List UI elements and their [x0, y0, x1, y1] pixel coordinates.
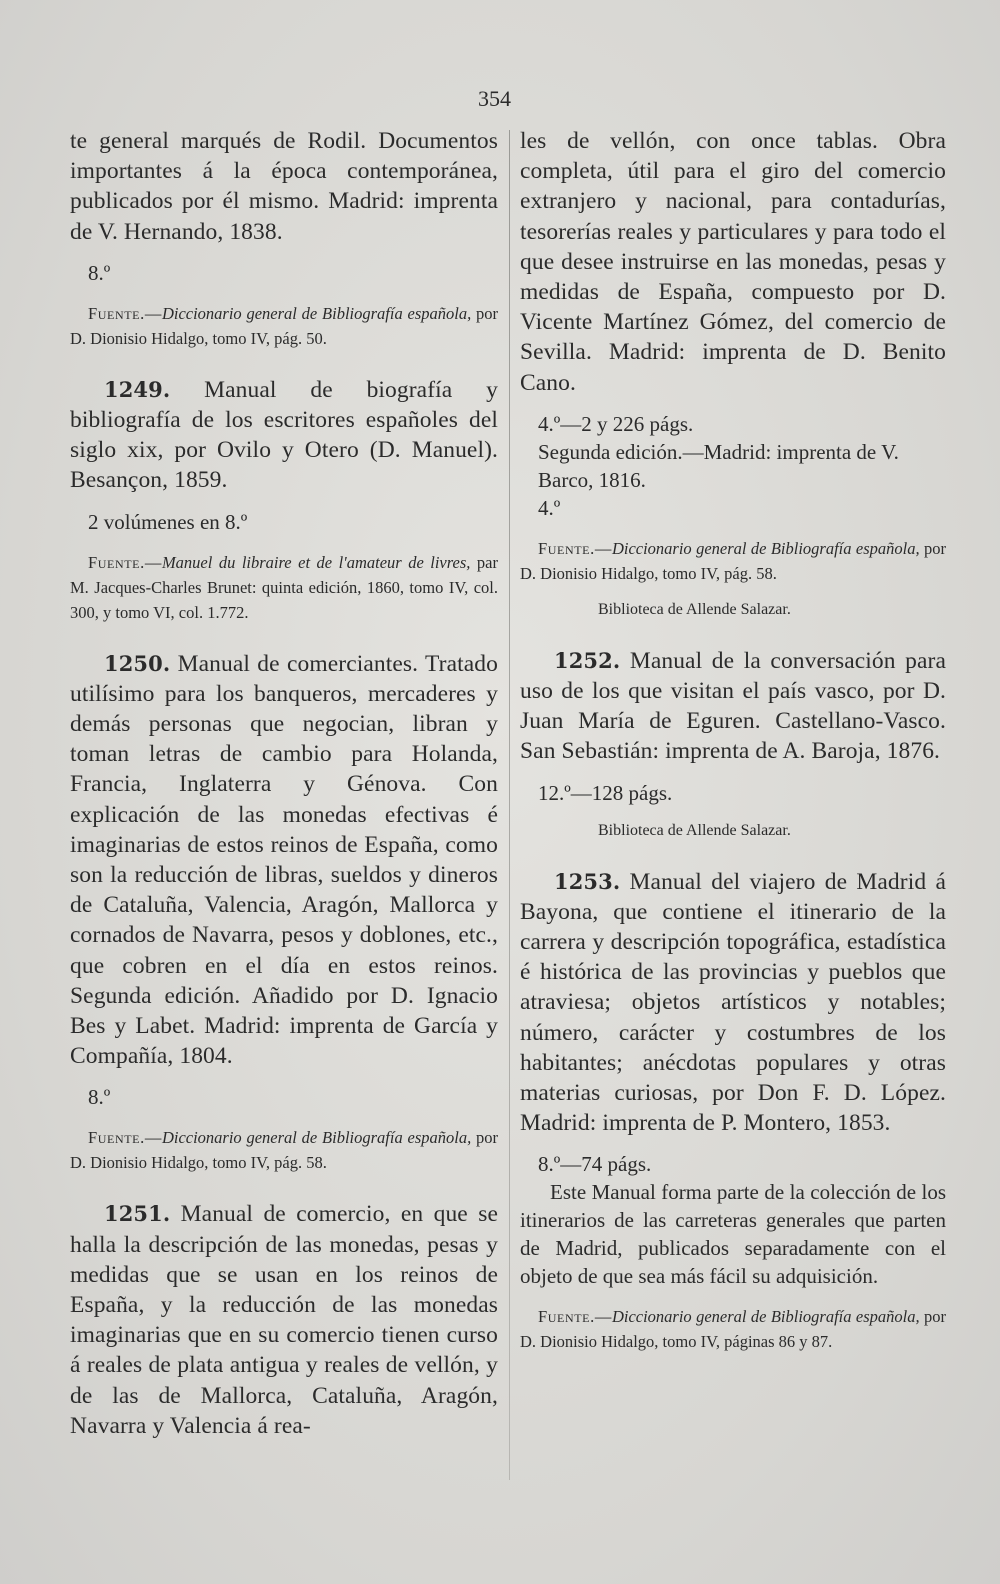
entry-text	[70, 375, 498, 496]
entry-1250	[70, 649, 498, 1176]
source-label: Fuente.—	[538, 538, 612, 558]
entry-1251	[70, 1199, 498, 1441]
source-label: Fuente.—	[538, 1307, 612, 1327]
entry-description: Manual de comercio, en que se halla la descripción de las monedas, pesas y medidas que se usan en los reinos de España, y la reducción de las monedas imaginarias que en su comercio tienen curso á reales de plata antigua y reales de vellón, y de las de Mallorca, Cataluña, Aragón, Navarra y Valencia á rea-	[70, 1201, 498, 1439]
source-title: Diccionario general de Bibliografía española,	[611, 1307, 920, 1327]
entry-number: 1251.	[104, 1201, 171, 1227]
entry-source	[70, 301, 498, 351]
entry-source	[520, 536, 946, 586]
source-details: por D. Dionisio Hidalgo, tomo IV, pág. 58.	[70, 1128, 498, 1173]
entry-description: Manual de biografía y bibliografía de los escritores españoles del siglo xix, por Ovilo y Otero (D. Manuel). Besançon, 1859.	[70, 376, 498, 494]
source-title: Diccionario general de Bibliografía española,	[161, 303, 472, 323]
entry-source	[70, 550, 498, 625]
entry-1252	[520, 646, 946, 843]
column-divider	[509, 130, 510, 1480]
entry-description: Manual de la conversación para uso de los que visitan el país vasco, por D. Juan María de Eguren. Castellano-Vasco. San Sebastián: imprenta de A. Baroja, 1876.	[520, 647, 946, 765]
source-title: Diccionario general de Bibliografía española,	[161, 1128, 472, 1148]
entry-note: Este Manual forma parte de la colección de los itinerarios de las carreteras generales que parten de Madrid, publicados separadamente con el objeto de que sea más fácil su adquisición.	[520, 1180, 946, 1289]
entry-number: 1253.	[554, 868, 621, 894]
entry-format: 8.º	[88, 260, 111, 285]
entry-format: 2 volúmenes en 8.º	[88, 509, 248, 534]
entry-text	[520, 646, 946, 767]
entry-format: 4.º—2 y 226 págs.	[538, 411, 694, 436]
entry-continuation-left	[70, 126, 498, 351]
source-details: por D. Dionisio Hidalgo, tomo IV, pág. 58.	[520, 538, 946, 583]
source-details: por D. Dionisio Hidalgo, tomo IV, pág. 50.	[70, 303, 498, 348]
entry-1249	[70, 375, 498, 625]
entry-continuation-right	[520, 126, 946, 622]
entry-library: Biblioteca de Allende Salazar.	[598, 600, 791, 618]
entry-number: 1252.	[554, 647, 621, 673]
entry-format: 8.º—74 págs.	[538, 1152, 652, 1177]
source-label: Fuente.—	[88, 303, 162, 323]
entry-description: Manual del viajero de Madrid á Bayona, que contiene el itinerario de la carrera y descripción topográfica, estadística é histórica de las provincias y pueblos que atraviesa; objetos artísticos y notables; número, carácter y costumbres de los habitantes; anécdotas populares y otras materias curiosas, por Don F. D. López. Madrid: imprenta de P. Montero, 1853.	[520, 868, 946, 1137]
entry-source	[70, 1125, 498, 1175]
page-number: 354	[478, 86, 511, 111]
entry-text: te general marqués de Rodil. Documentos importantes á la época contemporánea, publicados por él mismo. Madrid: imprenta de V. Hernando, 1838.	[70, 128, 498, 245]
entry-text	[520, 867, 946, 1139]
entry-format: 8.º	[88, 1085, 111, 1110]
entry-description: Manual de comerciantes. Tratado utilísimo para los banqueros, mercaderes y demás personas que negocian, libran y toman letras de cambio para Holanda, Francia, Inglaterra y Génova. Con explicación de las monedas efectivas é imaginarias de estos reinos de España, como son la reducción de libras, sueldos y dineros de Cataluña, Valencia, Aragón, Mallorca y cornados de Navarra, pesos y doblones, etc., que cobren en el día en estos reinos. Segunda edición. Añadido por D. Ignacio Bes y Labet. Madrid: imprenta de García y Compañía, 1804.	[70, 650, 498, 1070]
entry-format: 12.º—128 págs.	[538, 780, 673, 805]
entry-second-edition: Segunda edición.—Madrid: imprenta de V. Barco, 1816.	[538, 439, 899, 492]
entry-text	[70, 1199, 498, 1441]
source-title: Manuel du libraire et de l'amateur de livres,	[161, 552, 471, 572]
entry-number: 1249.	[104, 376, 171, 402]
source-title: Diccionario general de Bibliografía española,	[611, 538, 920, 558]
entry-format-second: 4.º	[538, 495, 561, 520]
entry-library: Biblioteca de Allende Salazar.	[598, 821, 791, 839]
source-label: Fuente.—	[88, 552, 162, 572]
source-details: por D. Dionisio Hidalgo, tomo IV, páginas 86 y 87.	[520, 1307, 946, 1352]
entry-text: les de vellón, con once tablas. Obra completa, útil para el giro del comercio extranjero y nacional, para contadurías, tesorerías reales y particulares y para todo el que desee instruirse en las monedas, pesas y medidas de España, compuesto por D. Vicente Martínez Gómez, del comercio de Sevilla. Madrid: imprenta de D. Benito Cano.	[520, 128, 946, 396]
entry-source	[520, 1304, 946, 1354]
entry-text	[70, 649, 498, 1072]
entry-number: 1250.	[104, 650, 171, 676]
left-column	[70, 126, 498, 1441]
right-column	[520, 126, 946, 1354]
source-label: Fuente.—	[88, 1128, 162, 1148]
entry-1253	[520, 867, 946, 1355]
source-details: par M. Jacques-Charles Brunet: quinta edición, 1860, tomo IV, col. 300, y tomo VI, col. 1.772.	[70, 552, 498, 622]
